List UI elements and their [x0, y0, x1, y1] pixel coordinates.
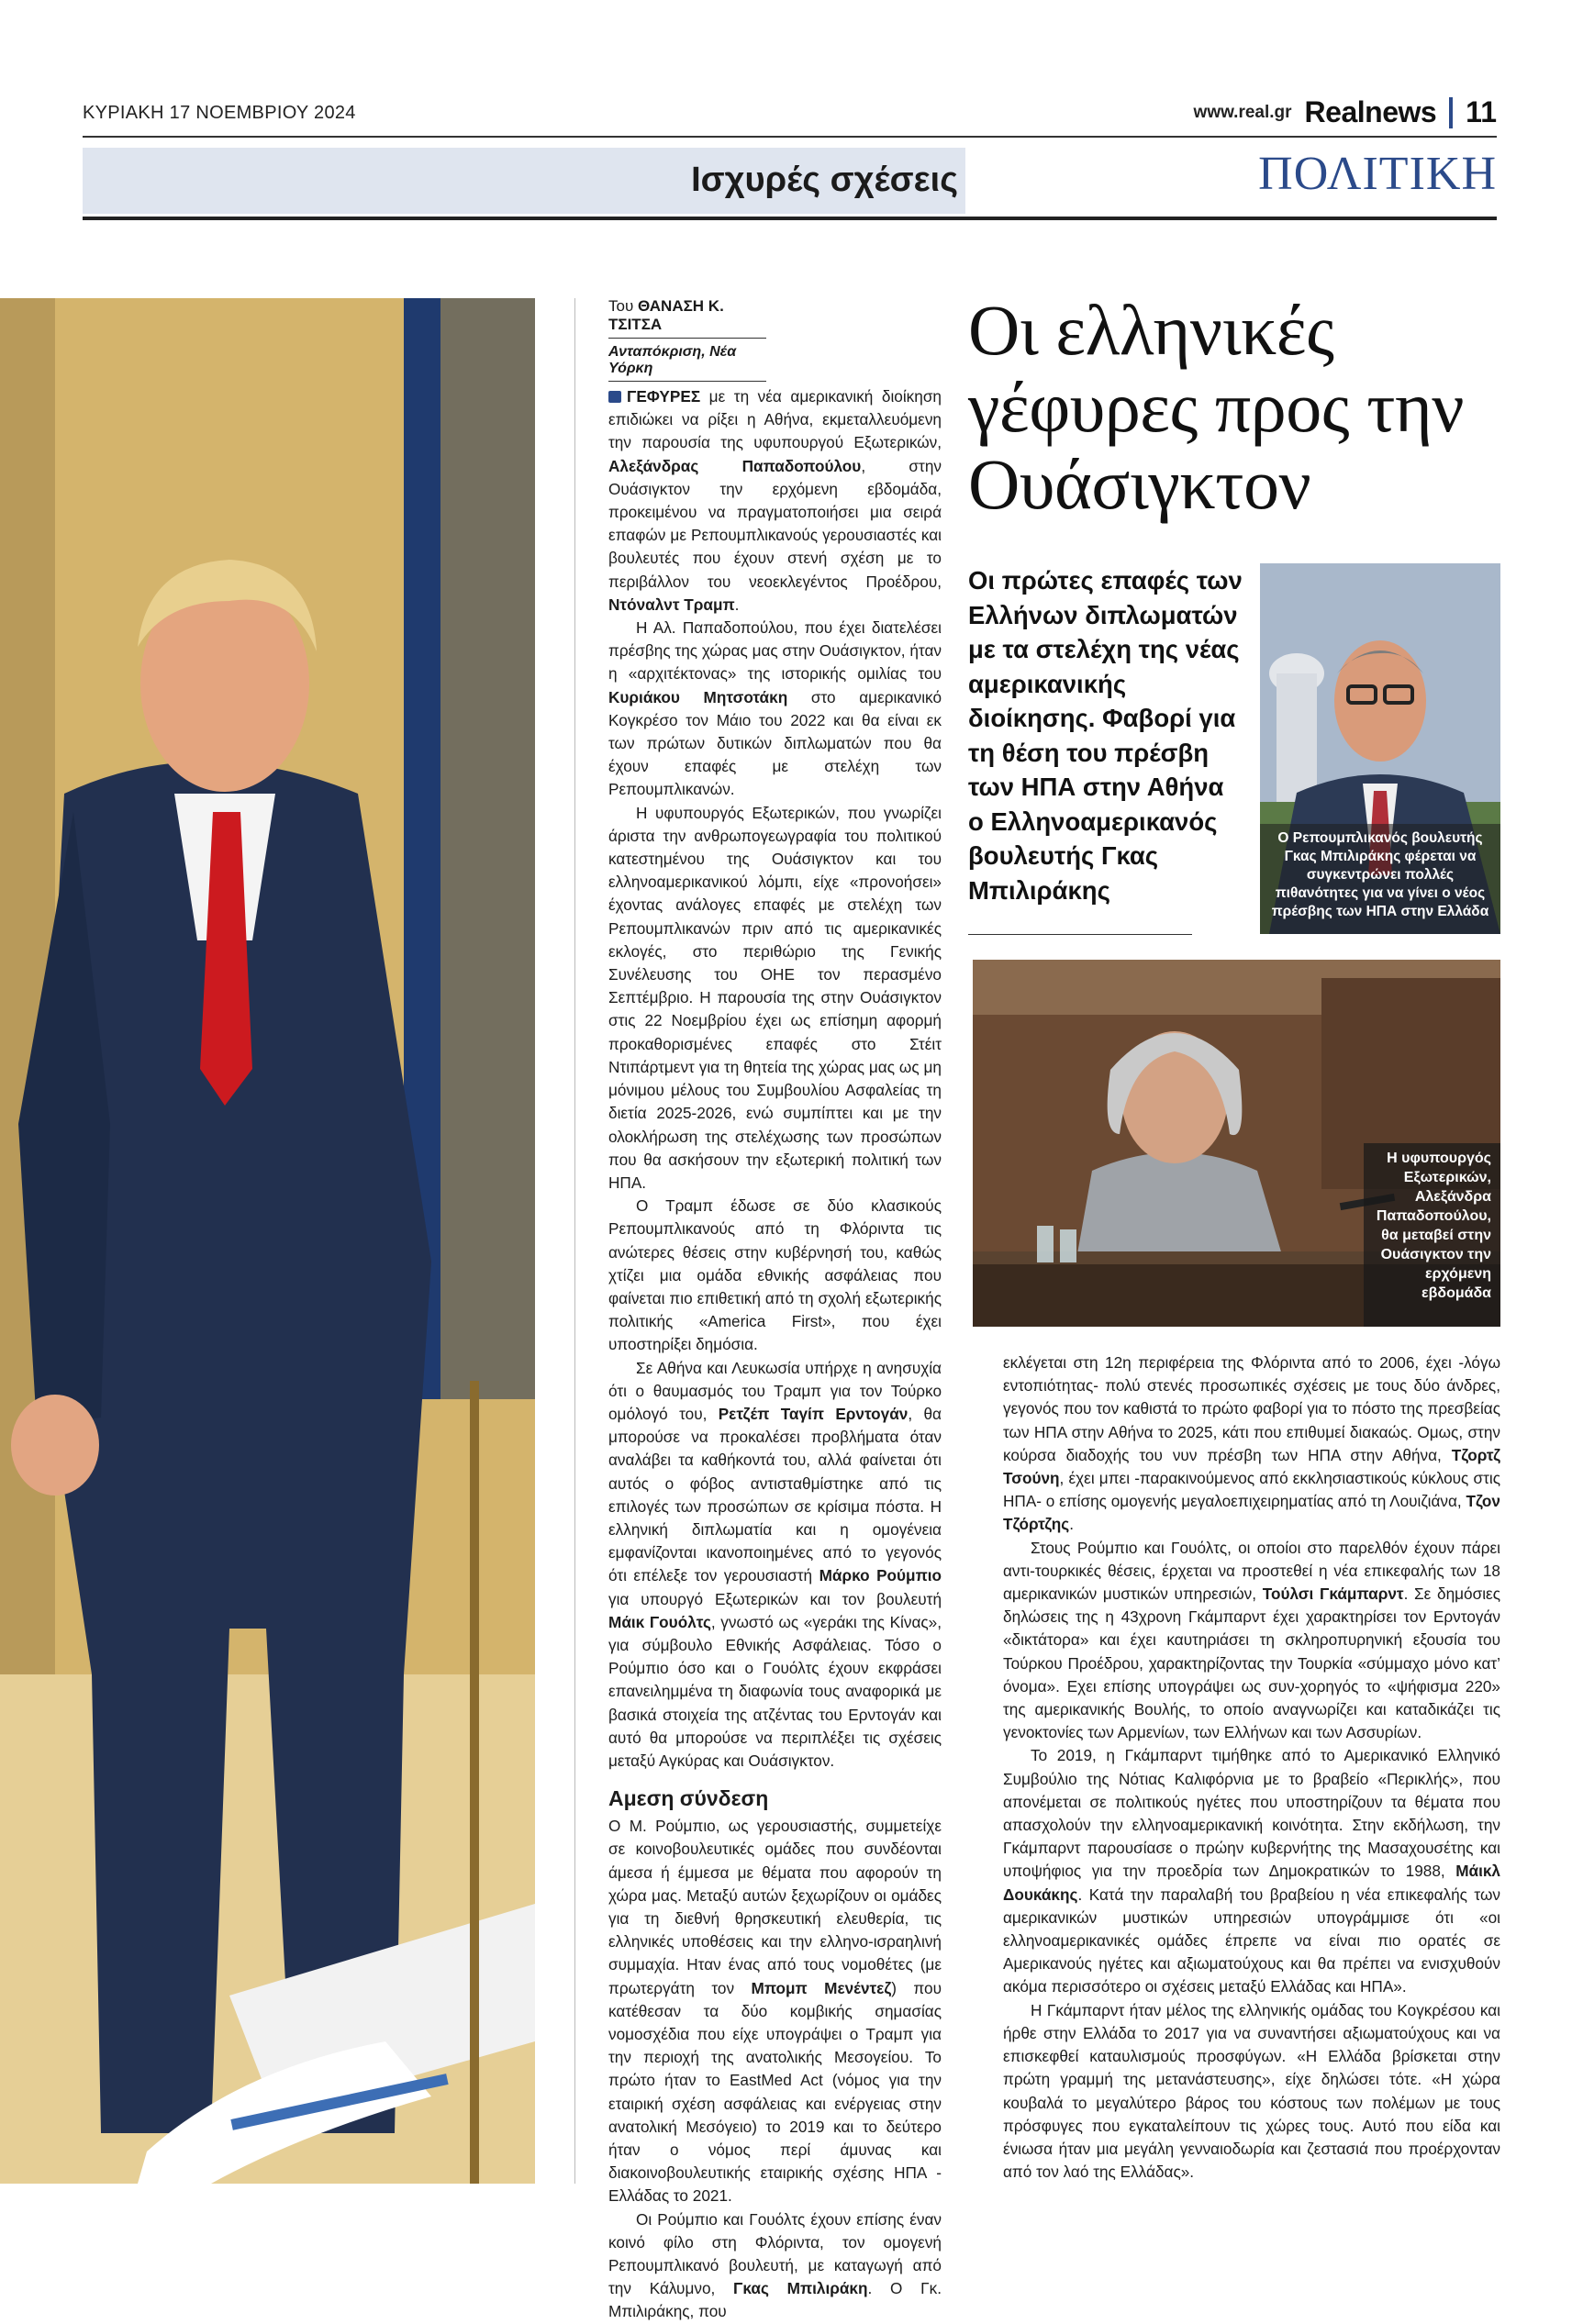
subheading: Αμεση σύνδεση — [608, 1786, 769, 1811]
paragraph: Η Γκάμπαρντ ήταν μέλος της ελληνικής ομάδας του Κογκρέσου και ήρθε στην Ελλάδα το 2017 για να συναντήσει αξιωματούχους και να επισκεφθεί καταυλισμούς προσφύγων. «Η Ελλάδα βρίσκεται στην πρώτη γραμμή της μετανάστευσης», είχε δηλώσει τότε. «Η χώρα κουβαλά το μεγαλύτερο βάρος του κόστους των πολέμων με τους πρόσφυγες που εγκαταλείπουν τις χώρες τους. Αυτό που είδα και ένιωσα ήταν μια μεγάλη γενναιοδωρία και ζεστασιά που προέρχονταν από τον λαό της Ελλάδας». — [1003, 2000, 1500, 2182]
paragraph: Η Αλ. Παπαδοπούλου, που έχει διατελέσει πρέσβης της χώρας μας στην Ουάσιγκτον, ήταν η «αρχιτέκτονας» της ιστορικής ομιλίας του Κυριάκου Μητσοτάκη στο αμερικανικό Κογκρέσο τον Μάιο του 2022 και θα είναι εκ των πρώτων δυτικών διπλωματών που θα έχουν επαφές με στελέχη των Ρεπουμπλικανών. — [608, 618, 942, 799]
standfirst: Οι πρώτες επαφές των Ελλήνων διπλωματών με τα στελέχη της νέας αμερικανικής διοίκησης. Φαβορί για τη θέση του πρέσβη των ΗΠΑ στην Αθήνα ο Ελληνοαμερικανός βουλευτής Γκας Μπιλιράκης — [968, 566, 1243, 905]
standfirst-rule — [968, 934, 1192, 935]
theme-label: Ισχυρές σχέσεις — [691, 161, 958, 199]
masthead-separator — [1449, 97, 1453, 128]
paragraph: Η υφυπουργός Εξωτερικών, που γνωρίζει άριστα την ανθρωπογεωγραφία του πολιτικού κατεστημένου της Ουάσιγκτον και του ελληνοαμερικανικού λόμπι, είχε «προνοήσει» έχοντας ανάλογες επαφές με στελέχη των Ρεπουμπλικανών πριν από τις αμερικανικές εκλογές, στο περιθώριο της Γενικής Συνέλευσης του ΟΗΕ τον περασμένο Σεπτέμβριο. Η παρουσία της στην Ουάσιγκτον στις 22 Νοεμβρίου έχει ως επίσημη αφορμή προκαθορισμένες επαφές στο Στέιτ Ντιπάρτμεντ για τη θητεία της χώρας μας ως μη μόνιμου μέλους του Συμβουλίου Ασφαλείας τη διετία 2025-2026, ενώ συμπίπτει και με την ολοκλήρωση της στελέχωσης των προσώπων που θα ασκήσουν την εξωτερική πολιτική των ΗΠΑ. — [608, 803, 942, 1192]
header-rule-bottom — [83, 217, 1497, 220]
site-url[interactable]: www.real.gr — [1193, 102, 1292, 122]
byline — [608, 297, 766, 382]
paragraph: εκλέγεται στη 12η περιφέρεια της Φλόριντα από το 2006, έχει -λόγω εντοπιότητας- πολύ στενές προσωπικές σχέσεις με τους δύο άνδρες, γεγονός που τον καθιστά το πρώτο φαβορί για το πόστο της πρεσβείας των ΗΠΑ στην Αθήνα το 2025, κάτι που επιθυμεί διακαώς. Ομως, στην κούρσα διαδοχής του νυν πρέσβη των ΗΠΑ στην Αθήνα, Τζορτζ Τσούνη, έχει μπει -παρακινούμενος από εκκλησιαστικούς κύκλους στις ΗΠΑ- ο επίσης ομογενής μεγαλοεπιχειρηματίας από τη Λουιζιάνα, Τζον Τζόρτζης. — [1003, 1353, 1500, 1534]
article-column-right — [1003, 1351, 1500, 2184]
papadopoulou-caption: Η υφυπουργός Εξωτερικών, Αλεξάνδρα Παπαδοπούλου, θα μεταβεί στην Ουάσιγκτον την ερχόμενη εβδομάδα — [1364, 1143, 1500, 1327]
brand-logo: Realnews — [1304, 95, 1437, 128]
paragraph: Ο Τραμπ έδωσε σε δύο κλασικούς Ρεπουμπλικανούς από τη Φλόριντα τις ανώτερες θέσεις στην κυβέρνησή του, καθώς χτίζει μια ομάδα εθνικής ασφάλειας που φαίνεται πιο επιθετική από τη σχολή εξωτερικής πολιτικής «America First», που έχει υποστηρίξει δημόσια. — [608, 1196, 942, 1354]
page-number: 11 — [1466, 95, 1497, 128]
masthead — [1194, 95, 1497, 129]
theme-banner — [83, 148, 965, 214]
article-title: Οι ελληνικές γέφυρες προς την Ουάσιγκτον — [968, 290, 1465, 524]
paragraph: Οι Ρούμπιο και Γουόλτς έχουν επίσης έναν κοινό φίλο στη Φλόριντα, τον ομογενή Ρεπουμπλικανό βουλευτή, με καταγωγή από την Κάλυμνο, Γκας Μπιλιράκη. Ο Γκ. Μπιλιράκης, που — [608, 2209, 942, 2321]
issue-date: ΚΥΡΙΑΚΗ 17 ΝΟΕΜΒΡΙΟΥ 2024 — [83, 103, 356, 123]
paragraph: ΓΕΦΥΡΕΣ με τη νέα αμερικανική διοίκηση επιδιώκει να ρίξει η Αθήνα, εκμεταλλευόμενη την παρουσία της υφυπουργού Εξωτερικών, Αλεξάνδρας Παπαδοπούλου, στην Ουάσιγκτον την ερχόμενη εβδομάδα, προκειμένου να πραγματοποιήσει μια σειρά επαφών με Ρεπουμπλικανούς γερουσιαστές και βουλευτές που έχουν στενή σχέση με το περιβάλλον του νεοεκλεγέντος Προέδρου, Ντόναλντ Τραμπ. — [608, 387, 942, 614]
article-column-left — [608, 385, 942, 2324]
header-rule-top — [83, 136, 1497, 138]
byline-author: Του ΘΑΝΑΣΗ Κ. ΤΣΙΤΣΑ — [608, 297, 766, 339]
bilirakis-caption: Ο Ρεπουμπλικανός βουλευτής Γκας Μπιλιράκης φέρεται να συγκεντρώνει πολλές πιθανότητες για να γίνει ο νέος πρέσβης των ΗΠΑ στην Ελλάδα — [1260, 824, 1500, 934]
column-divider — [574, 298, 575, 2184]
paragraph: Το 2019, η Γκάμπαρντ τιμήθηκε από το Αμερικανικό Ελληνικό Συμβούλιο της Νότιας Καλιφόρνια με το βραβείο «Περικλής», που απονέμεται σε πολιτικούς ηγέτες που υποστηρίζουν τα θέματα που απασχολούν την ελληνοαμερικανική κοινότητα. Στην εκδήλωση, την Γκάμπαρντ παρουσίασε ο πρώην κυβερνήτης της Μασαχουσέτης και υποψήφιος για την προεδρία των Δημοκρατικών το 1988, Μάικλ Δουκάκης. Κατά την παραλαβή του βραβείου η νέα επικεφαλής των αμερικανικών μυστικών υπηρεσιών υπογράμμισε ότι «οι ελληνοαμερικανικές ομάδες έπρεπε να είναι πιο ορατές σε Αμερικανούς ηγέτες και αξιωματούχους και θα πρέπει να ενισχυθούν ακόμα περισσότερο οι σχέσεις μεταξύ Ελλάδας και ΗΠΑ». — [1003, 1746, 1500, 1996]
section-title: ΠΟΛΙΤΙΚΗ — [1258, 148, 1497, 200]
lead-marker — [608, 391, 621, 403]
paragraph: Ο Μ. Ρούμπιο, ως γερουσιαστής, συμμετείχε σε κοινοβουλευτικές ομάδες που συνδέονται άμεσα ή έμμεσα με θέματα που αφορούν τη χώρα μας. Μεταξύ αυτών ξεχωρίζουν οι ομάδες για τη διεθνή θρησκευτική ελευθερία, τις ελληνικές υποθέσεις και την ελληνο-ισραηλινή συμμαχία. Ηταν ένας από τους νομοθέτες (με πρωτεργάτη τον Μπομπ Μενέντεζ) που κατέθεσαν τα δύο κομβικής σημασίας νομοσχέδια που είχε υπογράψει ο Τραμπ για την περιοχή της ανατολικής Μεσογείου. Το πρώτο ήταν το EastMed Act (νόμος για την εταιρική σχέση ασφάλειας και ενέργειας στην ανατολική Μεσόγειο) το 2019 και το δεύτερο ήταν ο νόμος περί άμυνας και διακοινοβουλευτικής εταιρικής σχέσης ΗΠΑ - Ελλάδας το 2021. — [608, 1817, 942, 2206]
byline-role: Ανταπόκριση, Νέα Υόρκη — [608, 339, 766, 382]
trump-photo-illustration — [0, 298, 535, 2184]
paragraph: Σε Αθήνα και Λευκωσία υπήρχε η ανησυχία ότι ο θαυμασμός του Τραμπ για τον Τούρκο ομόλογό του, Ρετζέπ Ταγίπ Ερντογάν, θα μπορούσε να προκαλέσει προβλήματα όταν αναλάβει τα καθήκοντά του, αλλά φαίνεται ότι αυτός ο φόβος αντισταθμίστηκε από τις επιλογές των προσώπων σε κρίσιμα πόστα. Η ελληνική διπλωματία και η ομογένεια εμφανίζονται ικανοποιημένες από το γεγονός ότι επέλεξε τον γερουσιαστή Μάρκο Ρούμπιο για υπουργό Εξωτερικών και τον βουλευτή Μάικ Γουόλτς, γνωστό ως «γεράκι της Κίνας», για σύμβουλο Εθνικής Ασφάλειας. Τόσο ο Ρούμπιο όσο και ο Γουόλτς έχουν εκφράσει επανειλημμένα τη διαφωνία τους αναφορικά με βασικά στοιχεία της ατζέντας του Ερντογάν και αυτό θα μπορούσε να περιπλέξει τις σχέσεις μεταξύ Αγκύρας και Ουάσιγκτον. — [608, 1358, 942, 1770]
paragraph: Στους Ρούμπιο και Γουόλτς, οι οποίοι στο παρελθόν έχουν πάρει αντι-τουρκικές θέσεις, έρχεται να προστεθεί η νέα επικεφαλής των 18 αμερικανικών μυστικών υπηρεσιών, Τούλσι Γκάμπαρντ. Σε δημόσιες δηλώσεις της η 43χρονη Γκάμπαρντ έχει χαρακτηρίσει τον Ερντογάν «δικτάτορα» και έχει καυτηριάσει τη σκληροπυρηνική εξουσία του Τούρκου Προέδρου, χαρακτηρίζοντας την Τουρκία «σύμμαχο μόνο κατ’ όνομα». Εχει επίσης υπογράψει ως συν-χορηγός το «ψήφισμα 220» της αμερικανικής Βουλής, το οποίο αναγνωρίζει και καταδικάζει τις γενοκτονίες των Αρμενίων, των Ελλήνων και των Ασσυρίων. — [1003, 1538, 1500, 1742]
trump-photo — [0, 298, 535, 2184]
